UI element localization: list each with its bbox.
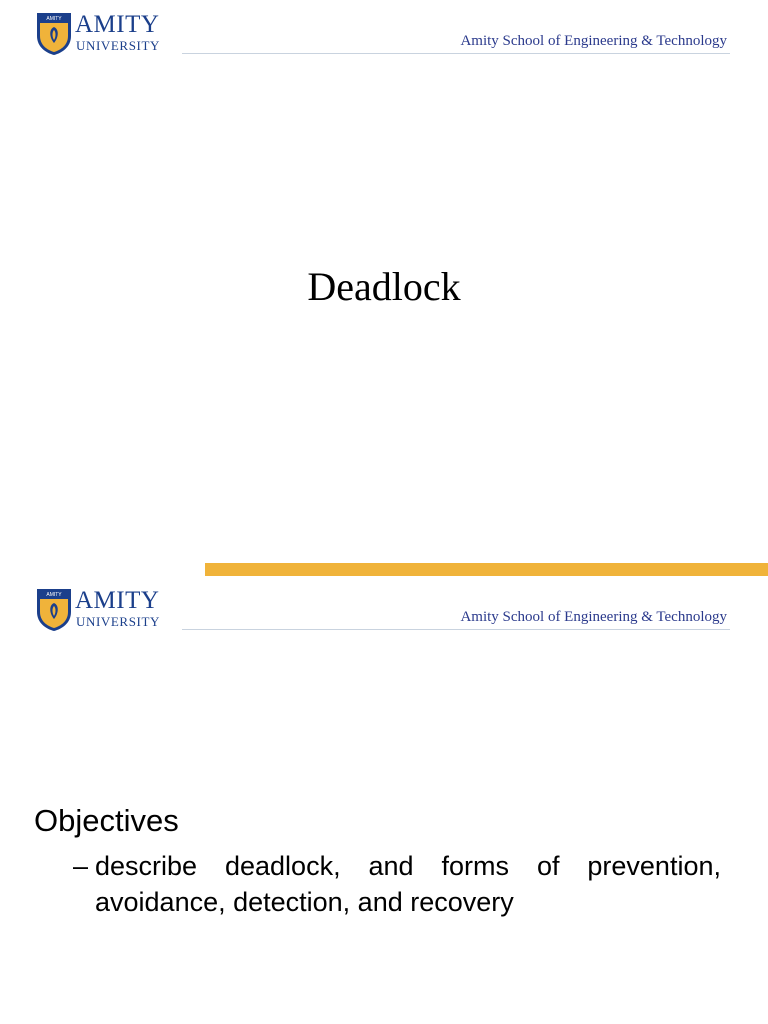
amity-shield-icon — [36, 588, 72, 632]
logo-subtitle: UNIVERSITY — [76, 38, 160, 53]
objective-item — [73, 848, 721, 920]
accent-bar — [205, 563, 768, 576]
logo-wordmark: AMITY — [75, 11, 160, 38]
slide-title: Deadlock — [307, 264, 461, 309]
svg-text:AMITY: AMITY — [46, 16, 62, 22]
school-name: Amity School of Engineering & Technology — [460, 33, 727, 49]
school-name: Amity School of Engineering & Technology — [460, 609, 727, 625]
header-divider — [182, 53, 730, 54]
objectives-heading: Objectives — [34, 803, 179, 838]
slide-objectives — [0, 576, 768, 1024]
svg-text:AMITY: AMITY — [46, 592, 62, 598]
logo-subtitle: UNIVERSITY — [76, 614, 160, 629]
header-divider — [182, 629, 730, 630]
dash-bullet: – — [73, 851, 89, 881]
amity-shield-icon — [36, 12, 72, 56]
logo-wordmark: AMITY — [75, 587, 160, 614]
objective-text: describe deadlock, and forms of prevention, avoidance, detection, and recovery — [95, 851, 721, 917]
